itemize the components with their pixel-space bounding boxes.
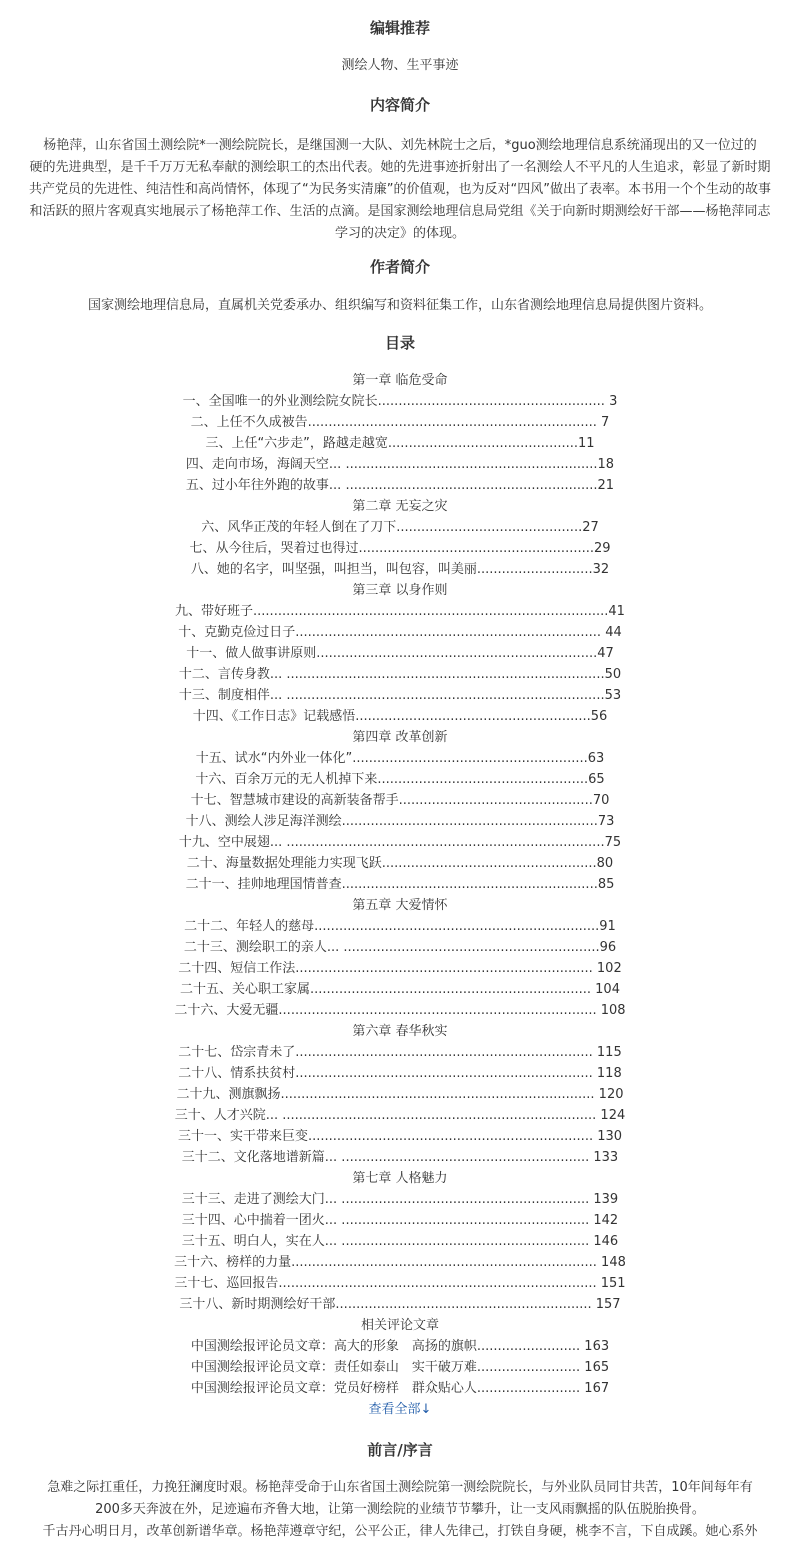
author-intro xyxy=(0,257,800,317)
content-intro-body xyxy=(0,135,800,245)
toc-entry: 三十八、新时期测绘好干部.............................................................. 157 xyxy=(179,1297,621,1312)
toc-chapter-heading: 第一章 临危受命 xyxy=(352,373,448,388)
toc-entry: 三十一、实干带来巨变..................................................................... 130 xyxy=(177,1129,623,1144)
toc-entry: 三十二、文化落地谱新篇... ............................................................ 133 xyxy=(181,1150,619,1165)
toc-entry: 三十三、走进了测绘大门... ............................................................ 139 xyxy=(181,1192,619,1207)
content-intro-title: 内容简介 xyxy=(369,96,430,114)
toc-entry: 十一、做人做事讲原则....................................................................47 xyxy=(186,646,614,661)
toc-entry: 中国测绘报评论员文章：党员好榜样 群众贴心人......................... 167 xyxy=(190,1381,610,1396)
toc-entry: 二十三、测绘职工的亲人... ..............................................................96 xyxy=(183,940,617,955)
toc-entry: 七、从今往后，哭着过也得过.........................................................29 xyxy=(189,541,611,556)
toc-chapter-heading: 第七章 人格魅力 xyxy=(352,1171,448,1186)
preface-line: 急难之际扛重任，力挽狂澜度时艰。杨艳萍受命于山东省国土测绘院第一测绘院院长，与外业队员同甘共苦，10年间每年有 xyxy=(47,1480,753,1495)
toc-entry: 二十八、情系扶贫村........................................................................ 118 xyxy=(178,1066,622,1081)
editor-recommendation-text: 测绘人物、生平事迹 xyxy=(341,58,459,73)
content-intro-line: 共产党员的先进性、纯洁性和高尚情怀，体现了“为民务实清廉”的价值观，也为反对“四风”做出了表率。本书用一个个生动的故事 xyxy=(29,182,771,197)
content-intro xyxy=(0,95,800,245)
preface-body xyxy=(0,1477,800,1543)
preface-title: 前言/序言 xyxy=(367,1441,433,1459)
toc-entry: 十八、测绘人涉足海洋测绘..............................................................73 xyxy=(185,814,615,829)
toc-list xyxy=(0,370,800,1399)
author-intro-title: 作者简介 xyxy=(369,258,430,276)
toc-chapter-heading: 第六章 春华秋实 xyxy=(352,1024,448,1039)
toc-entry: 三十七、巡回报告............................................................................. 151 xyxy=(174,1276,626,1291)
toc-chapter-heading: 第二章 无妄之灾 xyxy=(352,499,448,514)
toc-entry: 一、全国唯一的外业测绘院女院长....................................................... 3 xyxy=(182,394,618,409)
content-intro-line: 杨艳萍，山东省国土测绘院*一测绘院院长，是继国测一大队、刘先林院士之后，*guo测绘地理信息系统涌现出的又一位过的 xyxy=(43,138,757,153)
toc-entry: 二十六、大爱无疆............................................................................. 108 xyxy=(174,1003,626,1018)
toc-entry: 二、上任不久成被告...................................................................... 7 xyxy=(190,415,610,430)
editor-recommendation xyxy=(0,18,800,77)
toc-chapter-heading: 第四章 改革创新 xyxy=(352,730,448,745)
toc-chapter-heading: 相关评论文章 xyxy=(360,1318,439,1333)
toc-entry: 十、克勤克俭过日子.......................................................................... 44 xyxy=(178,625,622,640)
toc-entry: 三十、人才兴院... ............................................................................ 124 xyxy=(174,1108,626,1123)
toc-entry: 二十四、短信工作法........................................................................ 102 xyxy=(178,961,622,976)
toc-entry: 四、走向市场，海阔天空... .............................................................18 xyxy=(185,457,615,472)
toc-entry: 中国测绘报评论员文章：责任如泰山 实干破万难......................... 165 xyxy=(190,1360,610,1375)
toc-entry: 十五、试水“内外业一体化”.........................................................63 xyxy=(195,751,605,766)
toc-entry: 三、上任“六步走”，路越走越宽..............................................11 xyxy=(205,436,595,451)
toc-entry: 十二、言传身教... .............................................................................50 xyxy=(178,667,622,682)
toc-chapter-heading: 第五章 大爱情怀 xyxy=(352,898,448,913)
toc-entry: 二十七、岱宗青未了........................................................................ 115 xyxy=(178,1045,622,1060)
toc-title: 目录 xyxy=(384,334,415,352)
toc-entry: 三十四、心中揣着一团火... ............................................................ 142 xyxy=(181,1213,619,1228)
toc-entry: 十九、空中展翅... .............................................................................75 xyxy=(178,835,622,850)
author-intro-text: 国家测绘地理信息局，直属机关党委承办、组织编写和资料征集工作，山东省测绘地理信息局提供图片资料。 xyxy=(87,298,712,313)
toc-entry: 十六、百余万元的无人机掉下来...................................................65 xyxy=(195,772,605,787)
toc-entry: 九、带好班子......................................................................................41 xyxy=(175,604,625,619)
content-intro-line: 和活跃的照片客观真实地展示了杨艳萍工作、生活的点滴。是国家测绘地理信息局党组《关于向新时期测绘好干部——杨艳萍同志 xyxy=(29,204,771,219)
table-of-contents xyxy=(0,333,800,1421)
toc-entry: 二十、海量数据处理能力实现飞跃....................................................80 xyxy=(186,856,614,871)
toc-entry: 六、风华正茂的年轻人倒在了刀下.............................................27 xyxy=(201,520,599,535)
toc-entry: 五、过小年往外跑的故事... .............................................................21 xyxy=(185,478,615,493)
view-all-link[interactable]: 查看全部↓ xyxy=(368,1402,432,1417)
editor-recommendation-title: 编辑推荐 xyxy=(369,19,430,37)
toc-entry: 二十一、挂帅地理国情普查..............................................................85 xyxy=(185,877,615,892)
preface-line: 千古丹心明日月，改革创新谱华章。杨艳萍遵章守纪，公平公正，律人先律己，打铁自身硬，桃李不言，下自成蹊。她心系外 xyxy=(42,1524,758,1539)
toc-chapter-heading: 第三章 以身作则 xyxy=(352,583,448,598)
toc-entry: 三十六、榜样的力量.......................................................................... 148 xyxy=(174,1255,626,1270)
toc-entry: 二十二、年轻人的慈母.....................................................................91 xyxy=(184,919,616,934)
toc-entry: 二十五、关心职工家属.................................................................... 104 xyxy=(180,982,620,997)
toc-entry: 十四、《工作日志》记载感悟.........................................................56 xyxy=(192,709,608,724)
content-intro-line: 硬的先进典型，是千千万万无私奉献的测绘职工的杰出代表。她的先进事迹折射出了一名测绘人不平凡的人生追求，彰显了新时期 xyxy=(29,160,771,175)
preface-line: 200多天奔波在外，足迹遍布齐鲁大地，让第一测绘院的业绩节节攀升，让一支风雨飘摇的队伍脱胎换骨。 xyxy=(95,1502,705,1517)
toc-entry: 三十五、明白人，实在人... ............................................................ 146 xyxy=(181,1234,619,1249)
preface xyxy=(0,1440,800,1543)
content-intro-line: 学习的决定》的体现。 xyxy=(334,226,465,241)
toc-entry: 二十九、测旗飘扬............................................................................ 120 xyxy=(176,1087,624,1102)
toc-entry: 十三、制度相伴... .............................................................................53 xyxy=(178,688,622,703)
toc-entry: 中国测绘报评论员文章：高大的形象 高扬的旗帜......................... 163 xyxy=(190,1339,610,1354)
toc-entry: 八、她的名字，叫坚强，叫担当，叫包容，叫美丽............................32 xyxy=(190,562,610,577)
toc-entry: 十七、智慧城市建设的高新装备帮手...............................................70 xyxy=(190,793,610,808)
